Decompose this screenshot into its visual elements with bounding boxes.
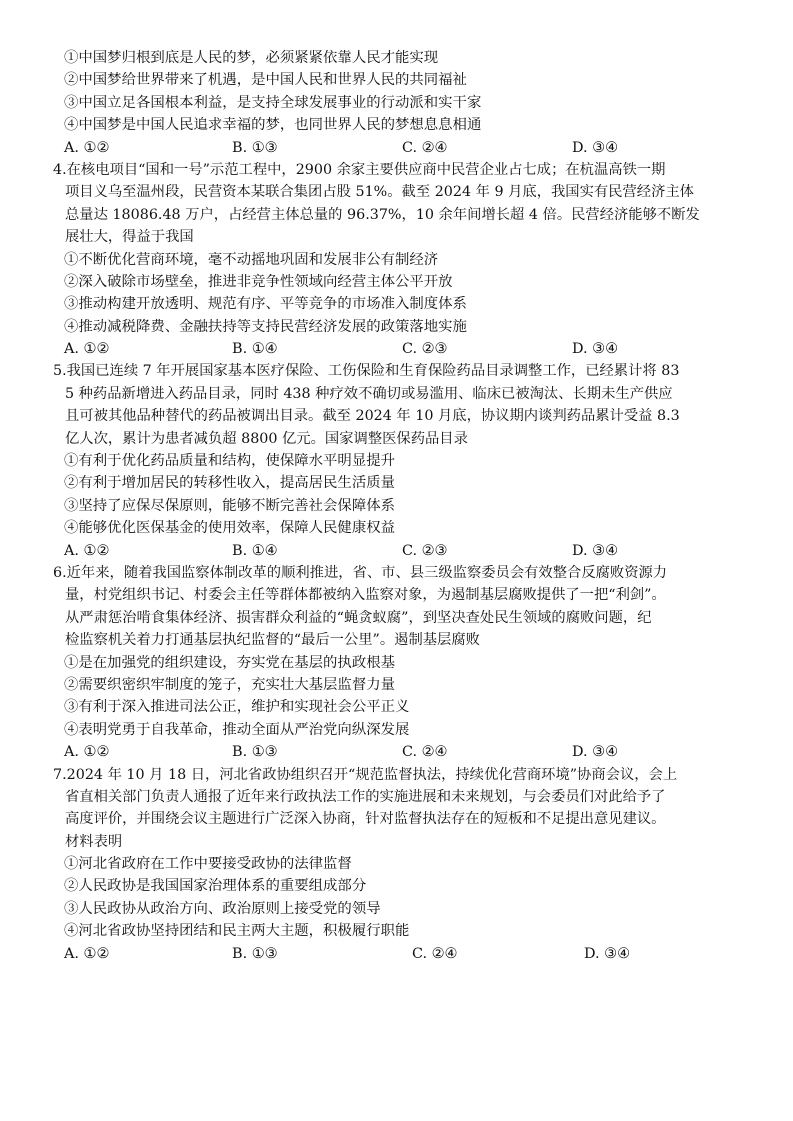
question-stem-line: 4.在核电项目“国和一号”示范工程中，2900 余家主要供应商中民营企业占七成；在杭温高铁一期: [53, 161, 666, 178]
question-stem-line: 项目义乌至温州段，民营资本某联合集团占股 51%。截至 2024 年 9 月底，我国实有民营经济主体: [65, 184, 694, 201]
question-stem-line: 5.我国已连续 7 年开展国家基本医疗保险、工伤保险和生育保险药品目录调整工作，已经累计将 83: [53, 363, 680, 380]
option-line: ②人民政协是我国国家治理体系的重要组成部分: [64, 878, 367, 895]
option-line: ②有利于增加居民的转移性收入，提高居民生活质量: [64, 475, 395, 492]
question-7: [53, 764, 764, 966]
answer-b: B. ①③: [232, 139, 278, 156]
option-line: ④中国梦是中国人民追求幸福的梦，也同世界人民的梦想息息相通: [64, 117, 482, 134]
exam-page: [53, 47, 764, 965]
question-stem-line: 亿人次，累计为患者减负超 8800 亿元。国家调整医保药品目录: [65, 430, 468, 447]
answer-a: A. ①②: [64, 945, 110, 962]
option-line: ②中国梦给世界带来了机遇，是中国人民和世界人民的共同福祉: [64, 72, 467, 89]
question-3-tail: [64, 47, 764, 159]
question-stem-line: 5 种药品新增进入药品目录，同时 438 种疗效不确切或易滥用、临床已被淘汰、长期未生产供应: [65, 385, 673, 402]
answer-choices: [64, 137, 764, 159]
question-4: [53, 159, 764, 361]
answer-a: A. ①②: [64, 341, 110, 358]
question-stem-line: 且可被其他品种替代的药品被调出目录。截至 2024 年 10 月底，协议期内谈判药品累计受益 8.3: [65, 408, 680, 425]
option-line: ①有利于优化药品质量和结构，使保障水平明显提升: [64, 453, 395, 470]
answer-d: D. ③④: [584, 945, 630, 962]
question-stem-line: 检监察机关着力打通基层执纪监督的“最后一公里”。遏制基层腐败: [65, 632, 480, 649]
answer-c: C. ②③: [402, 341, 448, 358]
answer-d: D. ③④: [572, 139, 618, 156]
answer-b: B. ①③: [232, 945, 278, 962]
option-line: ①河北省政府在工作中要接受政协的法律监督: [64, 856, 352, 873]
answer-choices: [64, 540, 764, 562]
question-stem-line: 省直相关部门负责人通报了近年来行政执法工作的实施进展和未来规划，与会委员们对此给予了: [65, 788, 666, 805]
option-line: ①不断优化营商环境，毫不动摇地巩固和发展非公有制经济: [64, 251, 439, 268]
answer-b: B. ①④: [232, 341, 278, 358]
option-line: ②深入破除市场壁垒，推进非竞争性领域向经营主体公平开放: [64, 273, 453, 290]
option-line: ④推动减税降费、金融扶持等支持民营经济发展的政策落地实施: [64, 318, 467, 335]
question-stem-line: 量，村党组织书记、村委会主任等群体都被纳入监察对象，为遏制基层腐败提供了一把“利剑”。: [65, 587, 666, 604]
question-stem-line: 展壮大，得益于我国: [65, 229, 194, 246]
question-stem-line: 材料表明: [65, 833, 123, 850]
question-stem-line: 6.近年来，随着我国监察体制改革的顺利推进，省、市、县三级监察委员会有效整合反腐败资源力: [53, 564, 668, 581]
question-stem-line: 总量达 18086.48 万户，占经营主体总量的 96.37%，10 余年间增长超 4 倍。民营经济能够不断发: [65, 206, 700, 223]
question-5: [53, 360, 764, 562]
answer-a: A. ①②: [64, 542, 110, 559]
answer-choices: [64, 741, 764, 763]
answer-d: D. ③④: [572, 744, 618, 761]
answer-c: C. ②③: [402, 542, 448, 559]
answer-d: D. ③④: [572, 341, 618, 358]
answer-c: C. ②④: [402, 139, 448, 156]
answer-choices: [64, 338, 764, 360]
option-line: ①中国梦归根到底是人民的梦，必须紧紧依靠人民才能实现: [64, 50, 439, 66]
option-line: ③推动构建开放透明、规范有序、平等竞争的市场准入制度体系: [64, 296, 467, 313]
question-stem-line: 从严肃惩治啃食集体经济、损害群众利益的“蝇贪蚁腐”，到坚决查处民生领域的腐败问题，纪: [65, 609, 652, 626]
option-line: ③人民政协从政治方向、政治原则上接受党的领导: [64, 900, 381, 917]
option-line: ③中国立足各国根本利益，是支持全球发展事业的行动派和实干家: [64, 94, 482, 111]
answer-d: D. ③④: [572, 542, 618, 559]
question-6: [53, 562, 764, 764]
option-line: ①是在加强党的组织建设，夯实党在基层的执政根基: [64, 654, 395, 671]
option-line: ③坚持了应保尽保原则，能够不断完善社会保障体系: [64, 497, 395, 514]
option-line: ④能够优化医保基金的使用效率，保障人民健康权益: [64, 520, 395, 537]
option-line: ④河北省政协坚持团结和民主两大主题，积极履行职能: [64, 923, 410, 940]
answer-b: B. ①④: [232, 542, 278, 559]
question-stem-line: 高度评价，并围绕会议主题进行广泛深入协商，针对监督执法存在的短板和不足提出意见建议。: [65, 811, 666, 828]
answer-b: B. ①③: [232, 744, 278, 761]
answer-a: A. ①②: [64, 139, 110, 156]
answer-c: C. ②④: [402, 744, 448, 761]
option-line: ②需要织密织牢制度的笼子，充实壮大基层监督力量: [64, 676, 395, 693]
option-line: ③有利于深入推进司法公正，维护和实现社会公平正义: [64, 699, 410, 716]
question-stem-line: 7.2024 年 10 月 18 日，河北省政协组织召开“规范监督执法，持续优化营商环境”协商会议，会上: [53, 766, 678, 783]
answer-c: C. ②④: [412, 945, 458, 962]
answer-choices: [64, 943, 764, 965]
option-line: ④表明党勇于自我革命，推动全面从严治党向纵深发展: [64, 721, 410, 738]
answer-a: A. ①②: [64, 744, 110, 761]
